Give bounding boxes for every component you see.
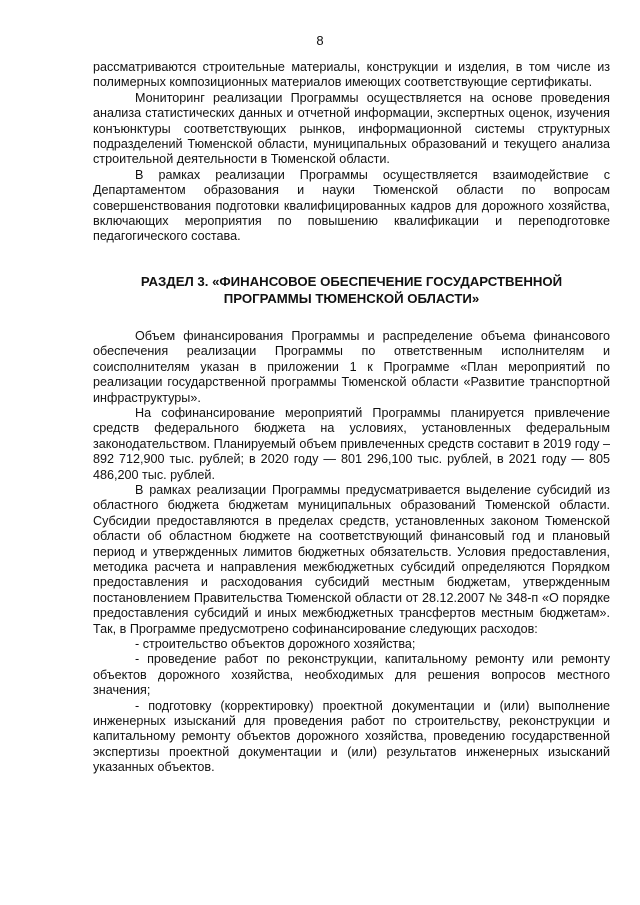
paragraph-cofinancing: На софинансирование мероприятий Программы планируется привлечение средств федерального бюджета на условиях, установленных федеральным законодательством. Планируемый объем привлеченных средств составит в 2019 году – 892 712,900 тыс. рублей; в 2020 году — 801 296,100 тыс. рублей, в 2021 году — 805 486,200 тыс. рублей.: [93, 405, 610, 482]
paragraph-materials: рассматриваются строительные материалы, конструкции и изделия, в том числе из полимерных композиционных материалов имеющих соответствующие сертификаты.: [93, 60, 610, 90]
document-body: [93, 60, 610, 776]
paragraph-cooperation: В рамках реализации Программы осуществляется взаимодействие с Департаментом образования и науки Тюменской области по вопросам совершенствования подготовки квалифицированных кадров для дорожного хозяйства, включающих мероприятия по повышению квалификации и переподготовке педагогического состава.: [93, 167, 610, 244]
list-item-design-documentation: - подготовку (корректировку) проектной документации и (или) выполнение инженерных изысканий для проведения работ по строительству, реконструкции и капитальному ремонту объектов дорожного хозяйства, проведению государственной экспертизы проектной документации и (или) результатов инженерных изысканий указанных объектов.: [93, 698, 610, 775]
list-item-construction: - строительство объектов дорожного хозяйства;: [135, 637, 416, 651]
section-heading-line-2: ПРОГРАММЫ ТЮМЕНСКОЙ ОБЛАСТИ»: [223, 290, 480, 306]
section-heading: [93, 273, 610, 307]
section-heading-line-1: РАЗДЕЛ 3. «ФИНАНСОВОЕ ОБЕСПЕЧЕНИЕ ГОСУДАРСТВЕННОЙ: [140, 273, 563, 289]
page-number: 8: [316, 33, 324, 48]
paragraph-financing-volume: Объем финансирования Программы и распределение объема финансового обеспечения реализации Программы по ответственным исполнителям и соисполнителям указан в приложении 1 к Программе «План мероприятий по реализации государственной программы Тюменской области «Развитие транспортной инфраструктуры».: [93, 328, 610, 405]
paragraph-subsidies: В рамках реализации Программы предусматривается выделение субсидий из областного бюджета бюджетам муниципальных образований Тюменской области. Субсидии предоставляются в пределах средств, установленных законом Тюменской области об областном бюджете на соответствующий финансовый год и плановый период и утвержденных лимитов бюджетных обязательств. Условия предоставления, методика расчета и направления межбюджетных субсидий определяются Порядком предоставления и расходования субсидий местным бюджетам, утвержденным постановлением Правительства Тюменской области от 28.12.2007 № 348-п «О порядке предоставления субсидий и иных межбюджетных трансфертов местным бюджетам». Так, в Программе предусмотрено софинансирование следующих расходов:: [93, 482, 610, 636]
list-item-reconstruction: - проведение работ по реконструкции, капитальному ремонту или ремонту объектов дорожного хозяйства, необходимых для решения вопросов местного значения;: [93, 652, 610, 698]
paragraph-monitoring: Мониторинг реализации Программы осуществляется на основе проведения анализа статистических данных и отчетной информации, экспертных оценок, изучения конъюнктуры соответствующих рынков, информационной системы структурных подразделений Тюменской области, муниципальных образований и текущего анализа строительной деятельности в Тюменской области.: [93, 90, 610, 167]
